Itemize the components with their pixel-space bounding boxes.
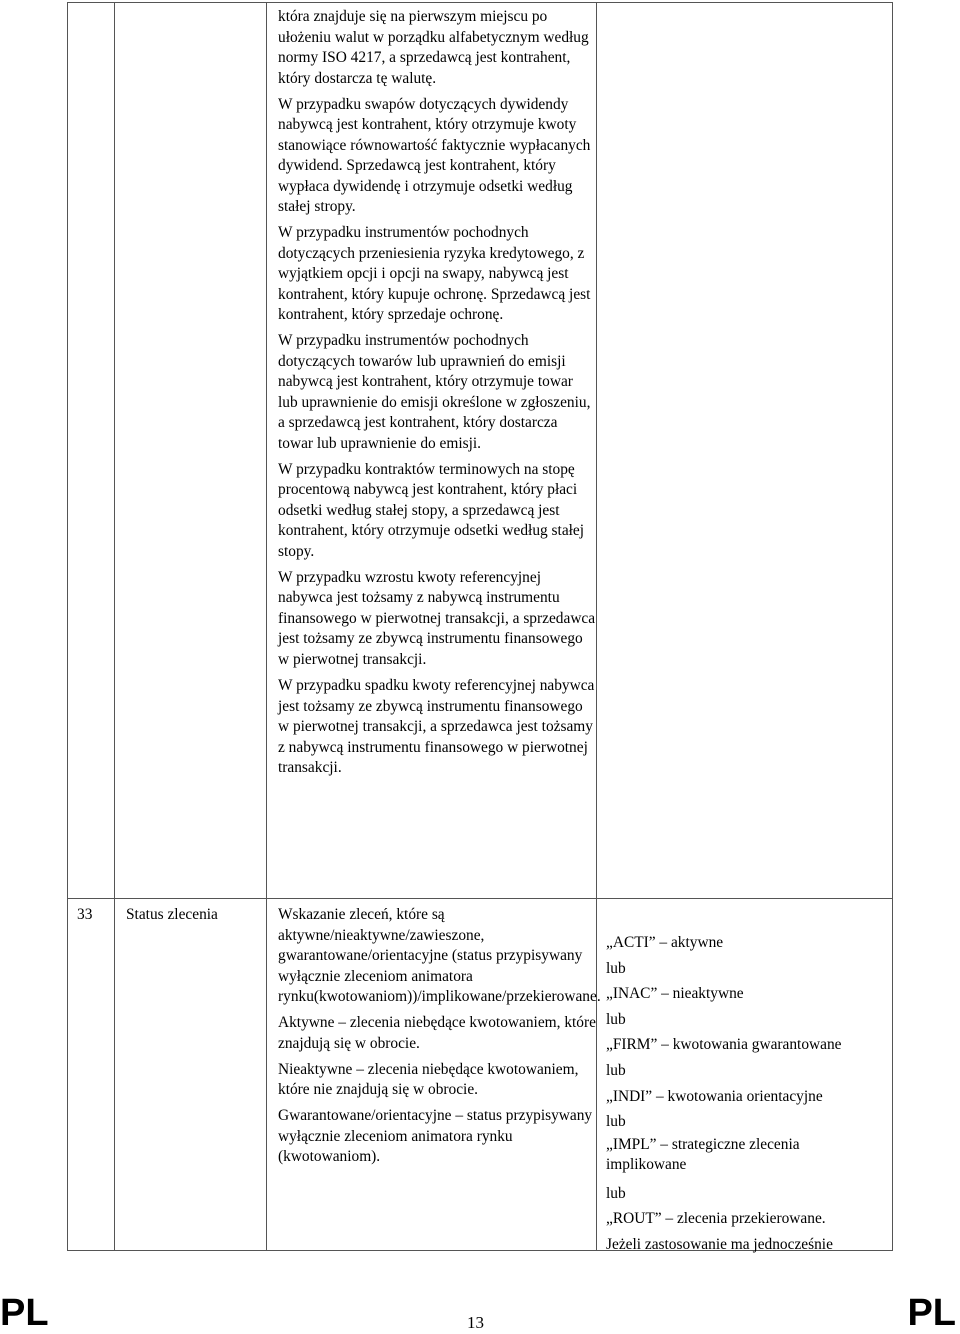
- or-separator: lub: [606, 1061, 626, 1079]
- or-separator: lub: [606, 1010, 626, 1028]
- or-separator: lub: [606, 959, 626, 977]
- description-paragraph: która znajduje się na pierwszym miejscu po ułożeniu walut w porządku alfabetycznym według normy ISO 4217, a sprzedawcą jest kontrahent, który dostarcza tę walutę.: [278, 8, 589, 87]
- value-option: „IMPL” – strategiczne zlecenia: [606, 1135, 800, 1153]
- language-code-right: PL: [907, 1292, 956, 1334]
- description-paragraph: Wskazanie zleceń, które są aktywne/nieaktywne/zawieszone, gwarantowane/orientacyjne (status przypisywany wyłącznie zleceniom animatora rynku(kwotowaniom))/implikowane/przekierowane.: [278, 906, 601, 1005]
- value-note: Jeżeli zastosowanie ma jednocześnie: [606, 1235, 833, 1253]
- or-separator: lub: [606, 1184, 626, 1202]
- value-option: „FIRM” – kwotowania gwarantowane: [606, 1036, 842, 1054]
- language-code-left: PL: [0, 1292, 49, 1334]
- description-paragraph: W przypadku swapów dotyczących dywidendy nabywcą jest kontrahent, który otrzymuje kwoty stanowiące równowartość faktycznie wypłacanych dywidend. Sprzedawcą jest kontrahent, który wypłaca dywidendę i otrzymuje odsetki według stałej stropy.: [278, 95, 591, 216]
- allowed-values-cell: [606, 930, 892, 1258]
- or-separator: lub: [606, 1113, 626, 1131]
- page-number: 13: [467, 1313, 484, 1332]
- description-paragraph: W przypadku instrumentów pochodnych dotyczących przeniesienia ryzyka kredytowego, z wyjątkiem opcji i opcji na swapy, nabywcą jest kontrahent, który kupuje ochronę. Sprzedawcą jest kontrahent, który sprzedaje ochronę.: [278, 224, 591, 324]
- field-name: Status zlecenia: [126, 906, 218, 923]
- row-divider: [68, 898, 892, 899]
- value-option-continued: implikowane: [606, 1156, 687, 1174]
- description-paragraph: Nieaktywne – zlecenia niebędące kwotowaniem, które nie znajdują się w obrocie.: [278, 1060, 579, 1099]
- column-divider: [266, 3, 267, 1250]
- value-option: „ACTI” – aktywne: [606, 934, 724, 951]
- description-paragraph: W przypadku instrumentów pochodnych dotyczących towarów lub uprawnień do emisji nabywcą jest kontrahent, który otrzymuje towar lub uprawnienie do emisji określone w zgłoszeniu, a sprzedawcą jest kontrahent, który dostarcza towar lub uprawnienie do emisji.: [278, 332, 591, 452]
- description-paragraph: Aktywne – zlecenia niebędące kwotowaniem, które znajdują się w obrocie.: [278, 1014, 596, 1052]
- description-paragraph: W przypadku wzrostu kwoty referencyjnej nabywca jest tożsamy z nabywcą instrumentu finansowego w pierwotnej transakcji, a sprzedawca jest tożsamy ze zbywcą instrumentu finansowego w pierwotnej transakcji.: [278, 568, 596, 668]
- fields-table: [67, 2, 893, 1251]
- value-option: „INDI” – kwotowania orientacyjne: [606, 1087, 823, 1105]
- description-paragraph: W przypadku spadku kwoty referencyjnej nabywca jest tożsamy ze zbywcą instrumentu finansowego w pierwotnej transakcji, a sprzedawca jest tożsamy z nabywcą instrumentu finansowego w pierwotnej transakcji.: [278, 677, 595, 777]
- description-paragraph: W przypadku kontraktów terminowych na stopę procentową nabywcą jest kontrahent, który płaci odsetki według stałej stopy, a sprzedawcą jest kontrahent, który otrzymuje odsetki według stałej stopy.: [278, 460, 585, 560]
- description-cell: [278, 905, 601, 1173]
- value-option: „ROUT” – zlecenia przekierowane.: [606, 1210, 826, 1228]
- value-option: „INAC” – nieaktywne: [606, 985, 744, 1003]
- description-cell-continued: [278, 7, 596, 784]
- description-paragraph: Gwarantowane/orientacyjne – status przypisywany wyłącznie zleceniom animatora rynku (kwotowaniom).: [278, 1107, 593, 1166]
- column-divider: [114, 3, 115, 1250]
- column-divider: [596, 3, 597, 1250]
- row-number: 33: [77, 906, 93, 923]
